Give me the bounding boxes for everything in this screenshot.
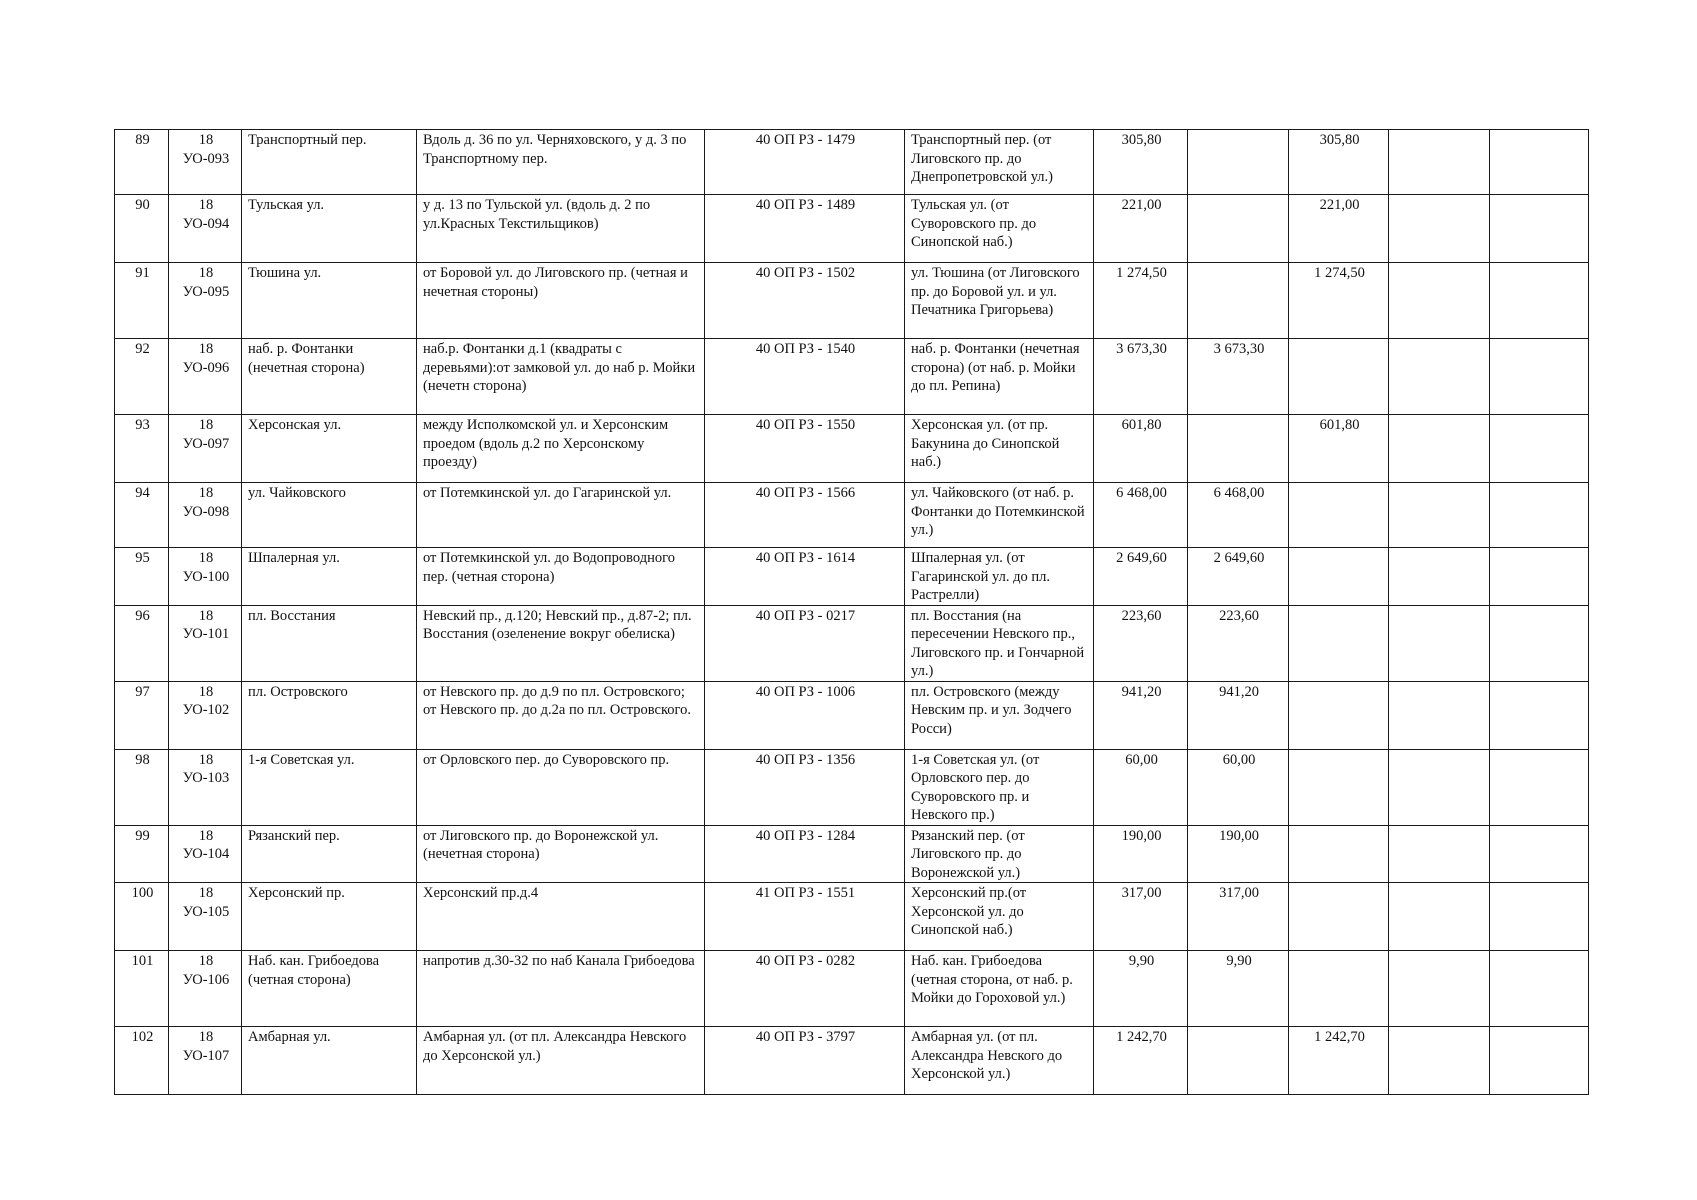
- row-number-cell: 97: [115, 681, 169, 749]
- road-identifier-cell: 40 ОП РЗ - 1284: [705, 825, 905, 883]
- greenery-register-table: [114, 129, 1589, 1095]
- area-column-d-cell: [1490, 339, 1589, 415]
- road-identifier-cell: 40 ОП РЗ - 1614: [705, 548, 905, 606]
- road-identifier-cell: 40 ОП РЗ - 1502: [705, 263, 905, 339]
- table-row: [115, 1027, 1589, 1095]
- location-description-cell: у д. 13 по Тульской ул. (вдоль д. 2 по ул.Красных Текстильщиков): [417, 195, 705, 263]
- table-row: [115, 415, 1589, 483]
- area-column-c-cell: [1389, 339, 1490, 415]
- road-description-cell: 1-я Советская ул. (от Орловского пер. до Суворовского пр. и Невского пр.): [905, 749, 1094, 825]
- table-row: [115, 548, 1589, 606]
- object-code-cell: 18 УО-104: [169, 825, 242, 883]
- row-number-cell: 90: [115, 195, 169, 263]
- row-number-cell: 89: [115, 130, 169, 195]
- area-column-a-cell: 317,00: [1188, 883, 1289, 951]
- road-description-cell: пл. Островского (между Невским пр. и ул. Зодчего Росси): [905, 681, 1094, 749]
- road-description-cell: пл. Восстания (на пересечении Невского пр., Лиговского пр. и Гончарной ул.): [905, 605, 1094, 681]
- area-column-b-cell: [1289, 339, 1389, 415]
- object-code-cell: 18 УО-105: [169, 883, 242, 951]
- location-description-cell: от Боровой ул. до Лиговского пр. (четная и нечетная стороны): [417, 263, 705, 339]
- road-identifier-cell: 40 ОП РЗ - 0217: [705, 605, 905, 681]
- object-name-cell: Тульская ул.: [242, 195, 417, 263]
- area-column-c-cell: [1389, 130, 1490, 195]
- object-name-cell: Херсонская ул.: [242, 415, 417, 483]
- area-column-d-cell: [1490, 483, 1589, 548]
- object-name-cell: пл. Восстания: [242, 605, 417, 681]
- road-identifier-cell: 40 ОП РЗ - 1566: [705, 483, 905, 548]
- area-column-b-cell: [1289, 605, 1389, 681]
- area-column-b-cell: 1 274,50: [1289, 263, 1389, 339]
- road-description-cell: Тульская ул. (от Суворовского пр. до Синопской наб.): [905, 195, 1094, 263]
- location-description-cell: от Потемкинской ул. до Гагаринской ул.: [417, 483, 705, 548]
- area-column-c-cell: [1389, 825, 1490, 883]
- area-column-b-cell: 601,80: [1289, 415, 1389, 483]
- area-column-d-cell: [1490, 681, 1589, 749]
- table-row: [115, 195, 1589, 263]
- row-number-cell: 101: [115, 951, 169, 1027]
- table-row: [115, 605, 1589, 681]
- area-column-d-cell: [1490, 415, 1589, 483]
- row-number-cell: 91: [115, 263, 169, 339]
- row-number-cell: 102: [115, 1027, 169, 1095]
- object-code-cell: 18 УО-093: [169, 130, 242, 195]
- area-column-c-cell: [1389, 1027, 1490, 1095]
- object-code-cell: 18 УО-094: [169, 195, 242, 263]
- area-column-c-cell: [1389, 483, 1490, 548]
- object-name-cell: Амбарная ул.: [242, 1027, 417, 1095]
- area-column-c-cell: [1389, 605, 1490, 681]
- object-name-cell: ул. Чайковского: [242, 483, 417, 548]
- table-body: [115, 130, 1589, 1095]
- area-column-a-cell: 223,60: [1188, 605, 1289, 681]
- row-number-cell: 98: [115, 749, 169, 825]
- table-row: [115, 825, 1589, 883]
- area-column-a-cell: [1188, 130, 1289, 195]
- row-number-cell: 99: [115, 825, 169, 883]
- table-row: [115, 130, 1589, 195]
- object-name-cell: пл. Островского: [242, 681, 417, 749]
- road-identifier-cell: 40 ОП РЗ - 1479: [705, 130, 905, 195]
- area-column-a-cell: 3 673,30: [1188, 339, 1289, 415]
- table-row: [115, 681, 1589, 749]
- road-identifier-cell: 40 ОП РЗ - 1356: [705, 749, 905, 825]
- road-description-cell: Херсонская ул. (от пр. Бакунина до Синопской наб.): [905, 415, 1094, 483]
- area-column-b-cell: [1289, 951, 1389, 1027]
- table-row: [115, 339, 1589, 415]
- total-area-cell: 9,90: [1094, 951, 1188, 1027]
- area-column-d-cell: [1490, 749, 1589, 825]
- object-name-cell: Тюшина ул.: [242, 263, 417, 339]
- object-code-cell: 18 УО-098: [169, 483, 242, 548]
- road-description-cell: Наб. кан. Грибоедова (четная сторона, от наб. р. Мойки до Гороховой ул.): [905, 951, 1094, 1027]
- table-row: [115, 263, 1589, 339]
- road-identifier-cell: 41 ОП РЗ - 1551: [705, 883, 905, 951]
- area-column-c-cell: [1389, 263, 1490, 339]
- object-code-cell: 18 УО-097: [169, 415, 242, 483]
- area-column-d-cell: [1490, 130, 1589, 195]
- location-description-cell: Вдоль д. 36 по ул. Черняховского, у д. 3 по Транспортному пер.: [417, 130, 705, 195]
- row-number-cell: 94: [115, 483, 169, 548]
- area-column-c-cell: [1389, 951, 1490, 1027]
- total-area-cell: 223,60: [1094, 605, 1188, 681]
- area-column-c-cell: [1389, 749, 1490, 825]
- total-area-cell: 190,00: [1094, 825, 1188, 883]
- area-column-b-cell: [1289, 681, 1389, 749]
- road-identifier-cell: 40 ОП РЗ - 1550: [705, 415, 905, 483]
- row-number-cell: 96: [115, 605, 169, 681]
- total-area-cell: 60,00: [1094, 749, 1188, 825]
- area-column-b-cell: [1289, 825, 1389, 883]
- area-column-b-cell: 1 242,70: [1289, 1027, 1389, 1095]
- road-description-cell: ул. Чайковского (от наб. р. Фонтанки до Потемкинской ул.): [905, 483, 1094, 548]
- object-code-cell: 18 УО-101: [169, 605, 242, 681]
- area-column-c-cell: [1389, 681, 1490, 749]
- object-name-cell: наб. р. Фонтанки (нечетная сторона): [242, 339, 417, 415]
- road-description-cell: Херсонский пр.(от Херсонской ул. до Синопской наб.): [905, 883, 1094, 951]
- object-code-cell: 18 УО-102: [169, 681, 242, 749]
- area-column-d-cell: [1490, 195, 1589, 263]
- object-code-cell: 18 УО-106: [169, 951, 242, 1027]
- location-description-cell: от Лиговского пр. до Воронежской ул. (нечетная сторона): [417, 825, 705, 883]
- area-column-d-cell: [1490, 263, 1589, 339]
- road-description-cell: наб. р. Фонтанки (нечетная сторона) (от наб. р. Мойки до пл. Репина): [905, 339, 1094, 415]
- table-row: [115, 483, 1589, 548]
- total-area-cell: 1 274,50: [1094, 263, 1188, 339]
- area-column-a-cell: [1188, 263, 1289, 339]
- area-column-b-cell: 305,80: [1289, 130, 1389, 195]
- area-column-a-cell: 190,00: [1188, 825, 1289, 883]
- row-number-cell: 100: [115, 883, 169, 951]
- location-description-cell: от Потемкинской ул. до Водопроводного пер. (четная сторона): [417, 548, 705, 606]
- object-code-cell: 18 УО-107: [169, 1027, 242, 1095]
- road-identifier-cell: 40 ОП РЗ - 1540: [705, 339, 905, 415]
- area-column-c-cell: [1389, 883, 1490, 951]
- road-description-cell: Амбарная ул. (от пл. Александра Невского до Херсонской ул.): [905, 1027, 1094, 1095]
- area-column-d-cell: [1490, 825, 1589, 883]
- area-column-a-cell: 941,20: [1188, 681, 1289, 749]
- area-column-a-cell: [1188, 195, 1289, 263]
- object-code-cell: 18 УО-103: [169, 749, 242, 825]
- road-description-cell: Шпалерная ул. (от Гагаринской ул. до пл. Растрелли): [905, 548, 1094, 606]
- area-column-d-cell: [1490, 951, 1589, 1027]
- row-number-cell: 92: [115, 339, 169, 415]
- road-identifier-cell: 40 ОП РЗ - 1489: [705, 195, 905, 263]
- area-column-a-cell: 9,90: [1188, 951, 1289, 1027]
- object-code-cell: 18 УО-100: [169, 548, 242, 606]
- area-column-b-cell: [1289, 483, 1389, 548]
- table-row: [115, 749, 1589, 825]
- road-description-cell: Рязанский пер. (от Лиговского пр. до Воронежской ул.): [905, 825, 1094, 883]
- area-column-d-cell: [1490, 605, 1589, 681]
- total-area-cell: 2 649,60: [1094, 548, 1188, 606]
- location-description-cell: от Орловского пер. до Суворовского пр.: [417, 749, 705, 825]
- road-description-cell: ул. Тюшина (от Лиговского пр. до Боровой ул. и ул. Печатника Григорьева): [905, 263, 1094, 339]
- total-area-cell: 3 673,30: [1094, 339, 1188, 415]
- area-column-a-cell: 60,00: [1188, 749, 1289, 825]
- location-description-cell: от Невского пр. до д.9 по пл. Островского; от Невского пр. до д.2а по пл. Островского.: [417, 681, 705, 749]
- area-column-a-cell: [1188, 1027, 1289, 1095]
- location-description-cell: между Исполкомской ул. и Херсонским проедом (вдоль д.2 по Херсонскому проезду): [417, 415, 705, 483]
- area-column-a-cell: 2 649,60: [1188, 548, 1289, 606]
- location-description-cell: наб.р. Фонтанки д.1 (квадраты с деревьями):от замковой ул. до наб р. Мойки (нечетн сторона): [417, 339, 705, 415]
- total-area-cell: 1 242,70: [1094, 1027, 1188, 1095]
- total-area-cell: 6 468,00: [1094, 483, 1188, 548]
- area-column-c-cell: [1389, 548, 1490, 606]
- area-column-b-cell: [1289, 749, 1389, 825]
- row-number-cell: 93: [115, 415, 169, 483]
- area-column-d-cell: [1490, 1027, 1589, 1095]
- total-area-cell: 317,00: [1094, 883, 1188, 951]
- object-name-cell: Рязанский пер.: [242, 825, 417, 883]
- road-identifier-cell: 40 ОП РЗ - 3797: [705, 1027, 905, 1095]
- road-identifier-cell: 40 ОП РЗ - 1006: [705, 681, 905, 749]
- location-description-cell: Невский пр., д.120; Невский пр., д.87-2; пл. Восстания (озеленение вокруг обелиска): [417, 605, 705, 681]
- area-column-d-cell: [1490, 548, 1589, 606]
- location-description-cell: Амбарная ул. (от пл. Александра Невского до Херсонской ул.): [417, 1027, 705, 1095]
- object-code-cell: 18 УО-095: [169, 263, 242, 339]
- object-name-cell: Херсонский пр.: [242, 883, 417, 951]
- object-code-cell: 18 УО-096: [169, 339, 242, 415]
- area-column-c-cell: [1389, 195, 1490, 263]
- total-area-cell: 601,80: [1094, 415, 1188, 483]
- road-identifier-cell: 40 ОП РЗ - 0282: [705, 951, 905, 1027]
- area-column-c-cell: [1389, 415, 1490, 483]
- total-area-cell: 221,00: [1094, 195, 1188, 263]
- location-description-cell: Херсонский пр.д.4: [417, 883, 705, 951]
- area-column-b-cell: 221,00: [1289, 195, 1389, 263]
- area-column-b-cell: [1289, 883, 1389, 951]
- object-name-cell: Шпалерная ул.: [242, 548, 417, 606]
- object-name-cell: Транспортный пер.: [242, 130, 417, 195]
- location-description-cell: напротив д.30-32 по наб Канала Грибоедова: [417, 951, 705, 1027]
- row-number-cell: 95: [115, 548, 169, 606]
- total-area-cell: 305,80: [1094, 130, 1188, 195]
- table-row: [115, 883, 1589, 951]
- area-column-a-cell: 6 468,00: [1188, 483, 1289, 548]
- road-description-cell: Транспортный пер. (от Лиговского пр. до Днепропетровской ул.): [905, 130, 1094, 195]
- total-area-cell: 941,20: [1094, 681, 1188, 749]
- area-column-a-cell: [1188, 415, 1289, 483]
- object-name-cell: 1-я Советская ул.: [242, 749, 417, 825]
- table-row: [115, 951, 1589, 1027]
- area-column-d-cell: [1490, 883, 1589, 951]
- object-name-cell: Наб. кан. Грибоедова (четная сторона): [242, 951, 417, 1027]
- area-column-b-cell: [1289, 548, 1389, 606]
